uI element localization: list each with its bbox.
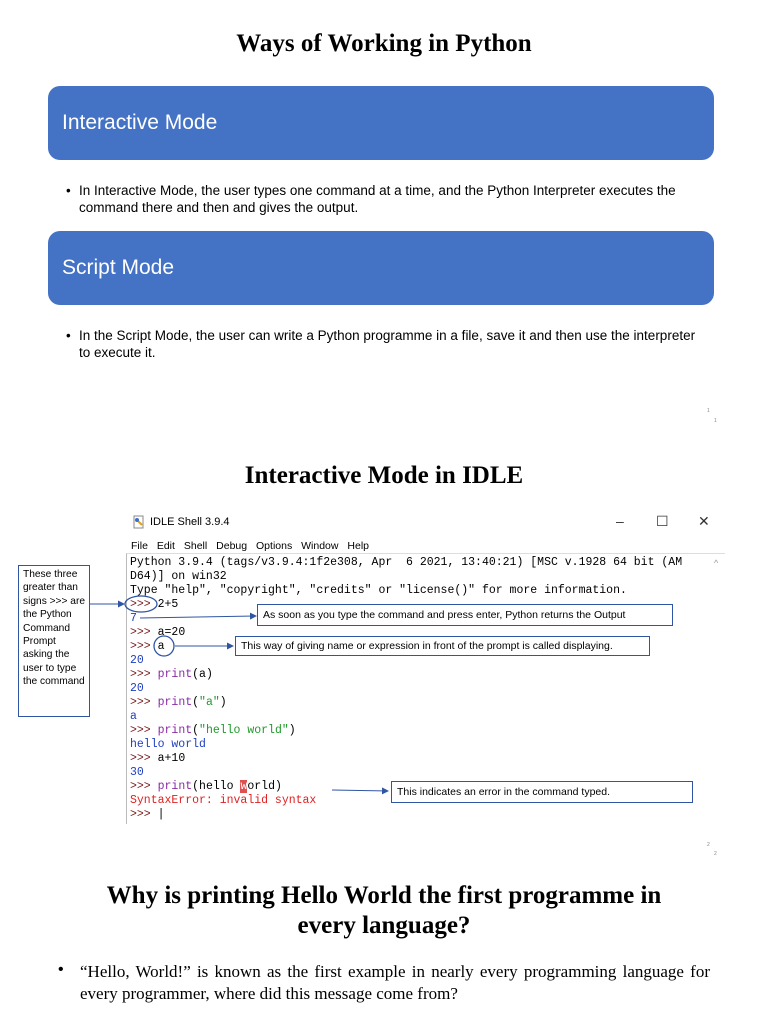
menu-window[interactable]: Window [301,540,339,552]
menu-file[interactable]: File [131,540,148,552]
prompt: >>> [130,724,151,737]
bullet-dot-icon: • [66,328,71,343]
bullet-dot-icon: • [58,961,64,978]
error-highlight: w [240,780,248,793]
slide3-bullet: “Hello, World!” is known as the first example in nearly every programming language for every programmer, where did this message come from? [80,962,710,1003]
slide3-title-line2: every language? [297,912,471,939]
script-mode-label: Script Mode [62,256,175,279]
callout-output: As soon as you type the command and press enter, Python returns the Output [257,604,673,626]
command-text: a [150,640,165,653]
command-string: "a" [199,696,220,709]
shell-banner-line2: D64)] on win32 [130,570,227,583]
menu-edit[interactable]: Edit [156,540,175,552]
interactive-mode-description: In Interactive Mode, the user types one command at a time, and the Python Interpreter executes the command there and then and gives the output. [79,183,676,215]
command-text: ( [192,724,200,737]
shell-banner-line3: Type "help", "copyright", "credits" or "license()" for more information. [130,584,627,597]
command-text: 2+5 [150,598,179,611]
callout-displaying: This way of giving name or expression in front of the prompt is called displaying. [235,636,650,656]
shell-output: 20 [130,654,144,667]
prompt: >>> [130,752,151,765]
prompt: >>> [130,640,151,653]
menu-shell[interactable]: Shell [183,540,208,552]
bullet-dot-icon: • [66,183,71,198]
shell-banner-line1: Python 3.9.4 (tags/v3.9.4:1f2e308, Apr 6 2021, 13:40:21) [MSC v.1928 64 bit (AM [130,556,683,569]
shell-syntax-error: SyntaxError: invalid syntax [130,794,317,807]
command-keyword: print [150,780,193,793]
command-text: (hello [192,780,241,793]
command-text: a=20 [150,626,186,639]
shell-output: 20 [130,682,144,695]
shell-output: hello world [130,738,206,751]
prompt-side-note: These three greater than signs >>> are the Python Command Prompt asking the user to type the command [18,565,90,717]
idle-window-title: IDLE Shell 3.9.4 [150,516,230,528]
prompt-highlight-ellipse [125,596,157,612]
script-mode-description: In the Script Mode, the user can write a Python programme in a file, save it and then use the interpreter to execute it. [79,328,696,360]
interactive-mode-label: Interactive Mode [62,111,218,134]
prompt: >>> [130,780,151,793]
display-highlight-circle [154,636,174,656]
shell-output: 30 [130,766,144,779]
shell-output: 7 [130,612,137,625]
scroll-up-icon[interactable]: ^ [714,558,719,568]
slide3-title-line1: Why is printing Hello World the first programme in [106,882,662,909]
command-keyword: print [150,724,193,737]
command-keyword: print [150,668,193,681]
arrow-output [140,616,256,618]
prompt: >>> [130,696,151,709]
command-text: ) [219,696,227,709]
page-mark: 2 [714,851,717,857]
command-keyword: print [150,696,193,709]
arrow-error [332,790,388,791]
command-text: a+10 [150,752,186,765]
maximize-button[interactable]: ☐ [656,513,669,529]
prompt: >>> [130,598,151,611]
command-text: ) [288,724,296,737]
menu-debug[interactable]: Debug [216,540,248,552]
command-text: orld) [247,780,282,793]
page-mark: 2 [707,842,710,848]
prompt: >>> [130,668,151,681]
menu-help[interactable]: Help [347,540,370,552]
slide1-title: Ways of Working in Python [236,30,532,57]
slide2-title: Interactive Mode in IDLE [244,462,524,489]
menu-options[interactable]: Options [256,540,293,552]
close-button[interactable]: ✕ [698,513,710,529]
callout-error: This indicates an error in the command typed. [391,781,693,803]
shell-output: a [130,710,137,723]
minimize-button[interactable]: – [616,513,624,529]
command-text: ( [192,696,200,709]
command-text: (a) [192,668,213,681]
command-string: "hello world" [199,724,289,737]
page-mark: 1 [714,418,717,424]
page-mark: 1 [707,408,710,414]
prompt: >>> [130,808,151,821]
prompt: >>> [130,626,151,639]
text-cursor: | [150,808,165,821]
